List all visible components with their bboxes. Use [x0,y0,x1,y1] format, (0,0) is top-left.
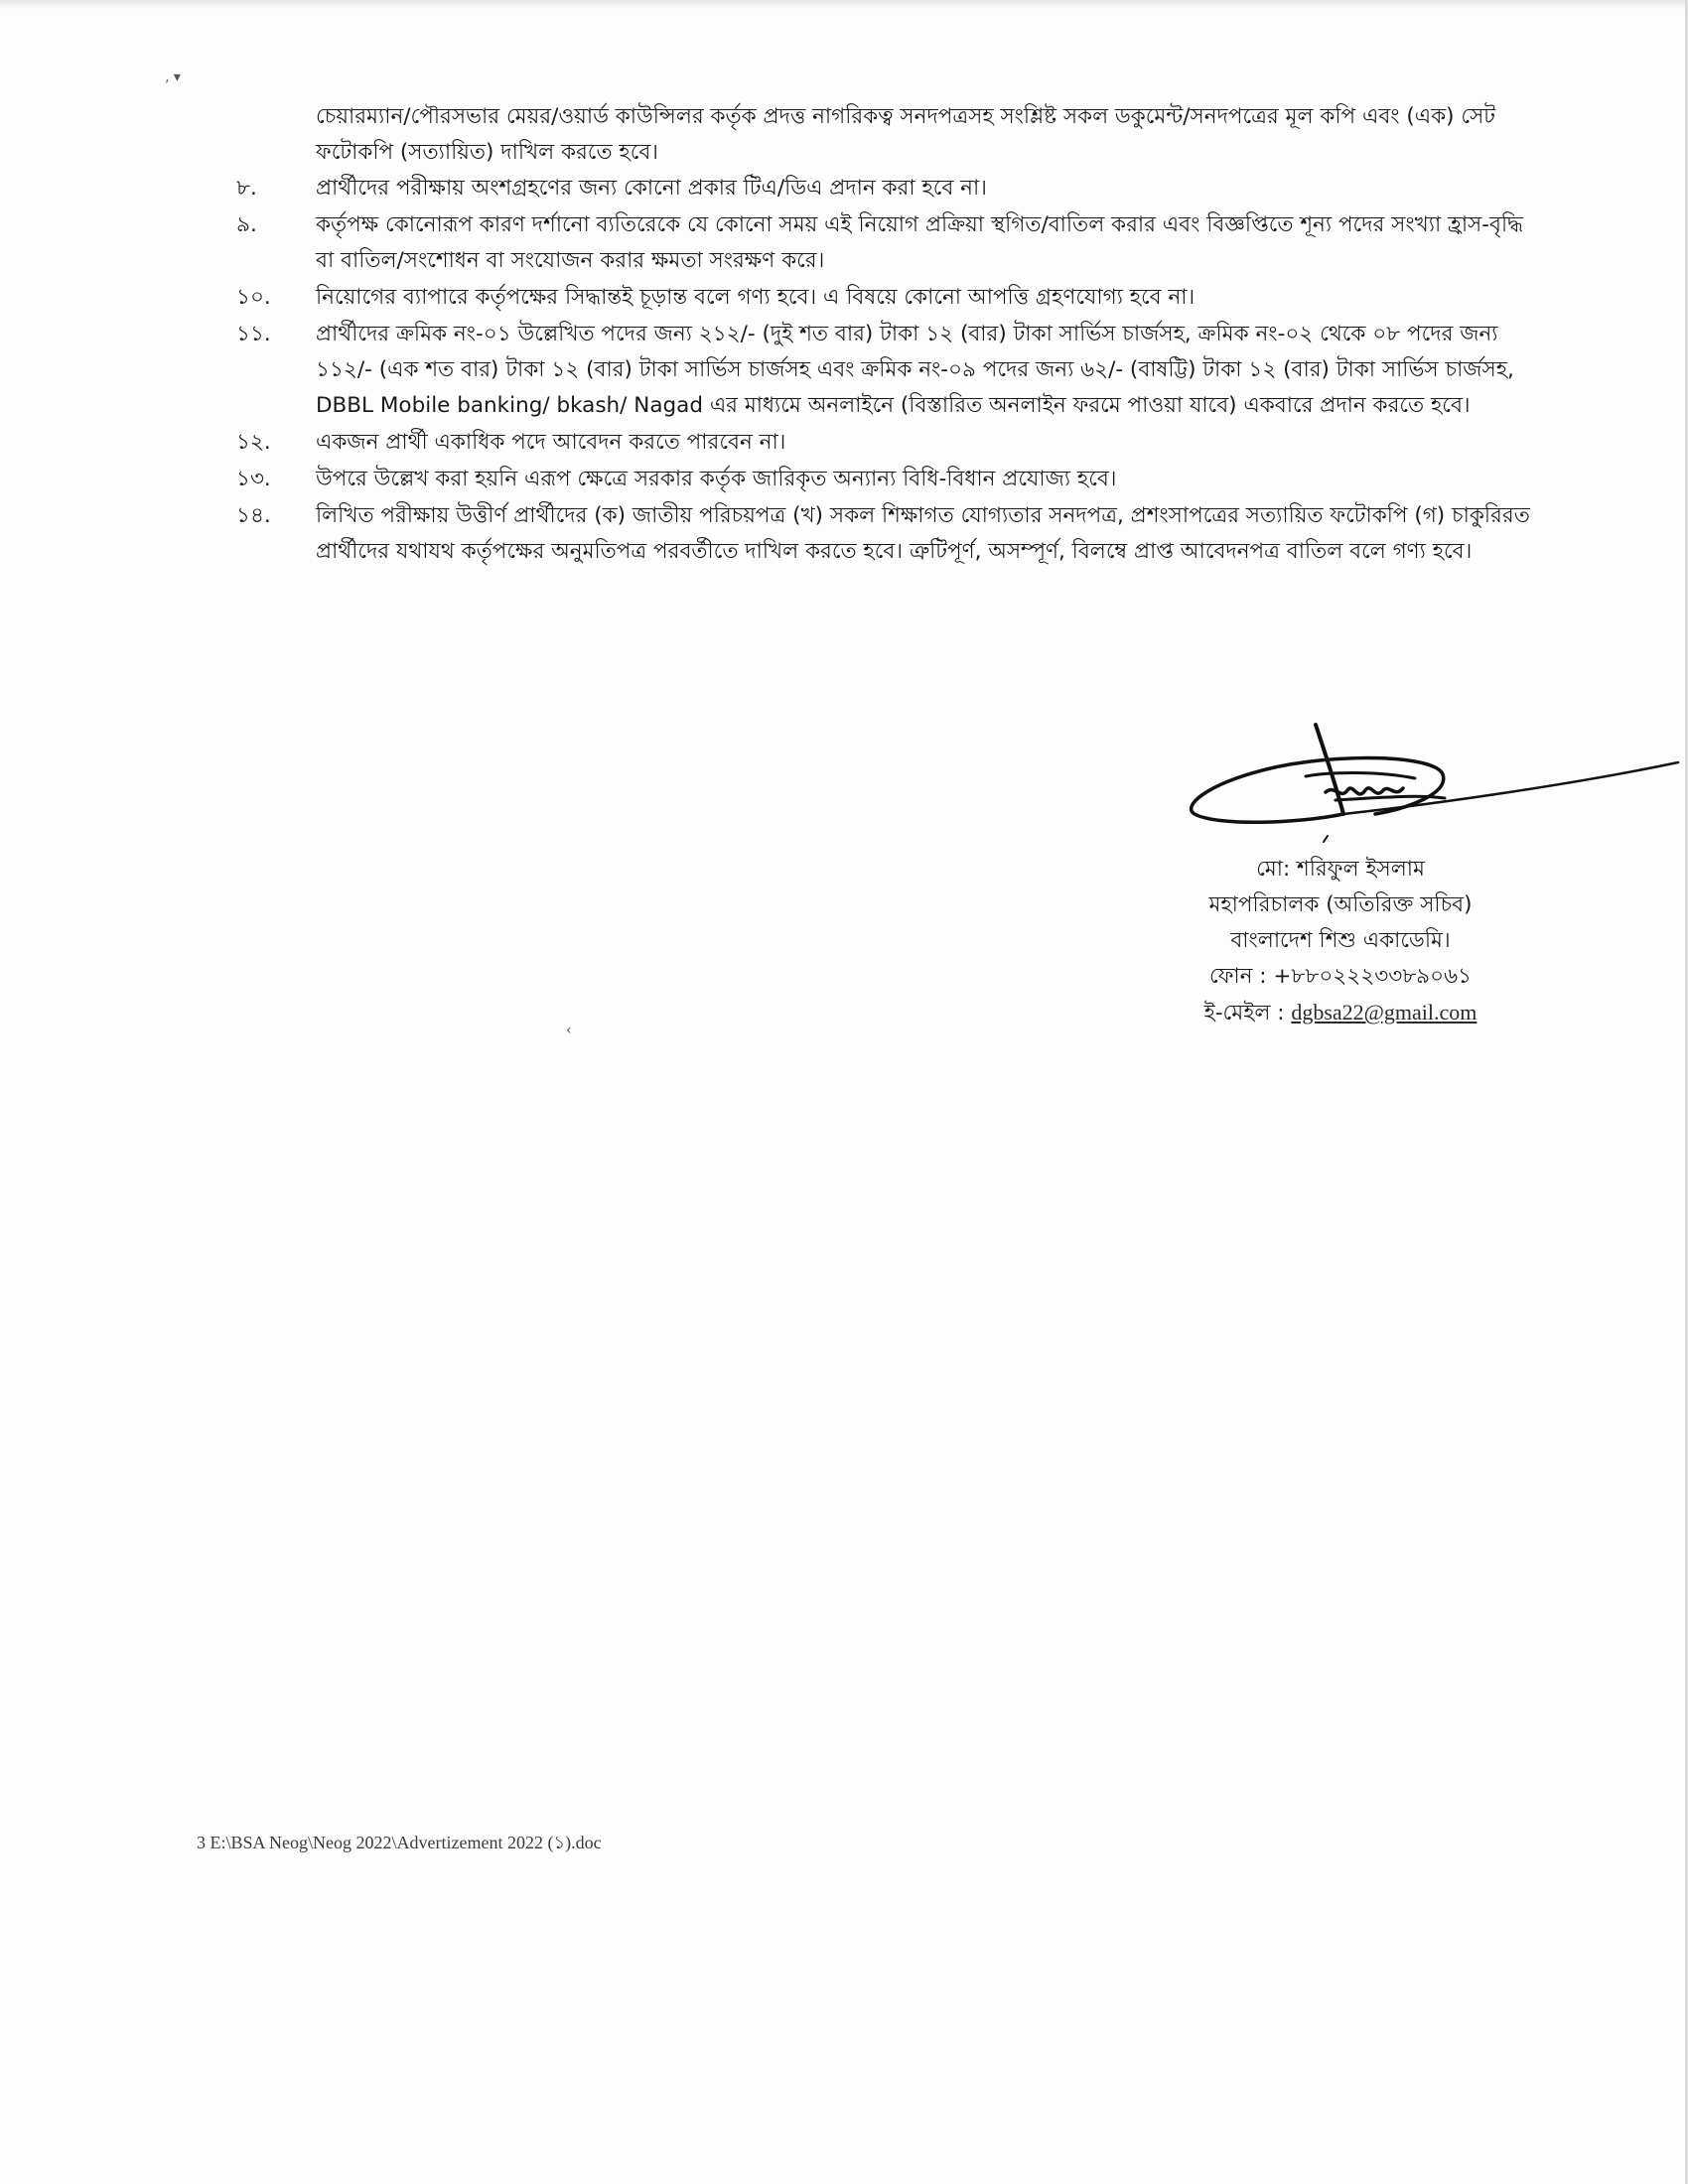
item-text: কর্তৃপক্ষ কোনোরূপ কারণ দর্শানো ব্যতিরেকে যে কোনো সময় এই নিয়োগ প্রক্রিয়া স্থগিত/বাতিল করার এবং বিজ্ঞপ্তিতে শূন্য পদের সংখ্যা হ্রাস-বৃদ্ধি বা বাতিল/সংশোধন বা সংযোজন করার ক্ষমতা সংরক্ষণ করে। [316,212,1523,273]
instruction-list [236,171,1547,571]
item-number: ৮. [236,176,257,201]
signatory-name: মো: শরিফুল ইসলাম [1256,857,1425,882]
signatory-email [1142,995,1539,1031]
phone-label: ফোন : [1208,964,1267,989]
list-item [236,462,1547,497]
list-item [236,280,1547,316]
list-item [236,207,1547,279]
scan-speck: ‹ [566,1023,572,1038]
item-text: উপরে উল্লেখ করা হয়নি এরূপ ক্ষেত্রে সরকার কর্তৃক জারিকৃত অন্যান্য বিধি-বিধান প্রযোজ্য হবে। [316,467,1117,491]
email-link[interactable]: dgbsa22@gmail.com [1291,1000,1477,1024]
intro-paragraph: চেয়ারম্যান/পৌরসভার মেয়র/ওয়ার্ড কাউন্সিলর কর্তৃক প্রদত্ত নাগরিকত্ব সনদপত্রসহ সংশ্লিষ্ট সকল ডকুমেন্ট/সনদপত্রের মূল কপি এবং (এক) সেট ফটোকপি (সত্যায়িত) দাখিল করতে হবে। [316,104,1496,165]
handwritten-signature [1177,715,1683,854]
item-text: একজন প্রার্থী একাধিক পদে আবেদন করতে পারবেন না। [316,430,786,455]
item-text: নিয়োগের ব্যাপারে কর্তৃপক্ষের সিদ্ধান্তই চূড়ান্ত বলে গণ্য হবে। এ বিষয়ে কোনো আপত্তি গ্রহণযোগ্য হবে না। [316,285,1196,310]
item-text: লিখিত পরীক্ষায় উত্তীর্ণ প্রার্থীদের (ক) জাতীয় পরিচয়পত্র (খ) সকল শিক্ষাগত যোগ্যতার সনদপত্র, প্রশংসাপত্রের সত্যায়িত ফটোকপি (গ) চাকুরিরত প্রার্থীদের যথাযথ কর্তৃপক্ষের অনুমতিপত্র পরবর্তীতে দাখিল করতে হবে। ত্রুটিপূর্ণ, অসম্পূর্ণ, বিলম্বে প্রাপ্ত আবেদনপত্র বাতিল বলে গণ্য হবে। [316,503,1530,564]
item-number: ১১. [236,322,271,346]
item-text: প্রার্থীদের ক্রমিক নং-০১ উল্লেখিত পদের জন্য ২১২/- (দুই শত বার) টাকা ১২ (বার) টাকা সার্ভিস চার্জসহ, ক্রমিক নং-০২ থেকে ০৮ পদের জন্য ১১২/- (এক শত বার) টাকা ১২ (বার) টাকা সার্ভিস চার্জসহ এবং ক্রমিক নং-০৯ পদের জন্য ৬২/- (বাষট্টি) টাকা ১২ (বার) টাকা সার্ভিস চার্জসহ, DBBL Mobile banking/ bkash/ Nagad এর মাধ্যমে অনলাইনে (বিস্তারিত অনলাইন ফরমে পাওয়া যাবে) একবারে প্রদান করতে হবে। [316,322,1514,418]
item-text: প্রার্থীদের পরীক্ষায় অংশগ্রহণের জন্য কোনো প্রকার টিএ/ডিএ প্রদান করা হবে না। [316,176,987,201]
item-number: ১৪. [236,503,271,528]
signatory-organization: বাংলাদেশ শিশু একাডেমি। [1230,928,1451,953]
list-item [236,317,1547,424]
page-top-shadow [0,0,1688,10]
list-item [236,498,1547,570]
item-number: ১০. [236,285,271,310]
item-number: ১৩. [236,467,271,491]
list-item [236,425,1547,461]
item-number: ১২. [236,430,271,455]
item-number: ৯. [236,212,257,237]
footer-file-path: 3 E:\BSA Neog\Neog 2022\Advertizement 2022 (১).doc [197,1833,602,1852]
email-label: ই-মেইল : [1203,1001,1285,1025]
signatory-phone [1142,959,1539,995]
phone-value: +৮৮০২২২৩৩৮৯০৬১ [1273,964,1473,989]
scan-speck: ‚ ▾ [165,69,181,85]
signatory-block [1142,852,1539,1031]
signatory-designation: মহাপরিচালক (অতিরিক্ত সচিব) [1208,892,1473,917]
list-item [236,171,1547,206]
